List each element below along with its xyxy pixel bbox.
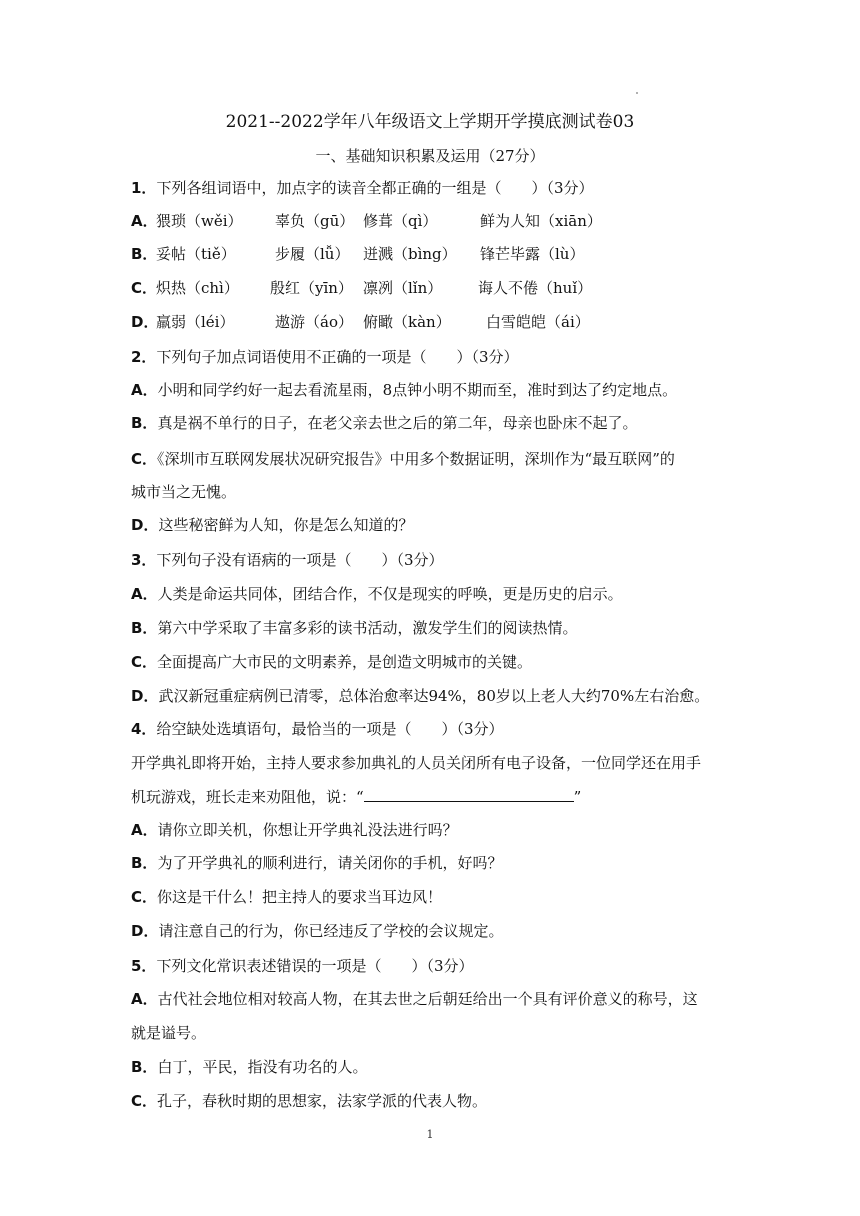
q1-b-item-1: 妥帖（tiě） (156, 245, 236, 263)
q1-d-item-2: 遨游（áo） (275, 313, 353, 331)
q1-c-item-1: 炽热（chì） (156, 279, 239, 297)
q3-option-a: A．人类是命运共同体，团结合作，不仅是现实的呼唤，更是历史的启示。 (131, 585, 623, 603)
question-1-stem: 1．下列各组词语中，加点字的读音全都正确的一组是（ ）（3分） (131, 179, 594, 197)
q4-option-d: D．请注意自己的行为，你已经违反了学校的会议规定。 (131, 922, 504, 940)
q1-d-item-4: 白雪皑皑（ái） (486, 313, 590, 331)
q2-option-c-line-2: 城市当之无愧。 (131, 483, 237, 501)
question-3-stem: 3．下列句子没有语病的一项是（ ）（3分） (131, 551, 444, 569)
q4-context-line-1: 开学典礼即将开始，主持人要求参加典礼的人员关闭所有电子设备，一位同学还在用手 (131, 754, 702, 772)
q1-d-item-1: 羸弱（léi） (156, 313, 235, 331)
document-page: 2021--2022学年八年级语文上学期开学摸底测试卷03 一、基础知识积累及运用（27分） 1．下列各组词语中，加点字的读音全都正确的一组是（ ）（3分） A． 猥琐（wěi） 辜负（gū） 修葺（qì） 鲜为人知（xiān） B． 妥帖（tiě） 步履（lǚ） 迸溅（bìng） 锋芒毕露（lù） C． 炽热（chì） 殷红（yīn） 凛冽（lǐn） 诲人不倦（huǐ） D． 羸弱（léi） 遨游（áo） 俯瞰（kàn） 白雪皑皑（ái） 2．下列句子加点词语使用不正确的一项是（ ）（3分） A．小明和同学约好一起去看流星雨，8点钟小明不期而至，准时到达了约定地点。 B．真是祸不单行的日子，在老父亲去世之后的第二年，母亲也卧床不起了。 C．《深圳市互联网发展状况研究报告》中用多个数据证明，深圳作为“最互联网”的 城市当之无愧。 D．这些秘密鲜为人知，你是怎么知道的？ 3．下列句子没有语病的一项是（ ）（3分） A．人类是命运共同体，团结合作，不仅是现实的呼唤，更是历史的启示。 B．第六中学采取了丰富多彩的读书活动，激发学生们的阅读热情。 C．全面提高广大市民的文明素养，是创造文明城市的关键。 D．武汉新冠重症病例已清零，总体治愈率达94%，80岁以上老人大约70%左右治愈。 4．给空缺处选填语句，最恰当的一项是（ ）（3分） 开学典礼即将开始，主持人要求参加典礼的人员关闭所有电子设备，一位同学还在用手 机玩游戏，班长走来劝阻他，说：“ ” A．请你立即关机，你想让开学典礼没法进行吗？ B．为了开学典礼的顺利进行，请关闭你的手机，好吗？ C．你这是干什么！把主持人的要求当耳边风！ D．请注意自己的行为，你已经违反了学校的会议规定。 5．下列文化常识表述错误的一项是（ ）（3分） A．古代社会地位相对较高人物，在其去世之后朝廷给出一个具有评价意义的称号，这 就是谥号。 B．白丁，平民，指没有功名的人。 C．孔子，春秋时期的思想家，法家学派的代表人物。 1 (0, 0, 860, 1216)
q1-c-item-4: 诲人不倦（huǐ） (478, 279, 593, 297)
q1-a-item-2: 辜负（gū） (275, 212, 355, 230)
question-number: 1． (131, 179, 157, 197)
question-2-stem: 2．下列句子加点词语使用不正确的一项是（ ）（3分） (131, 348, 519, 366)
q1-a-item-4: 鲜为人知（xiān） (480, 212, 602, 230)
q2-option-a: A．小明和同学约好一起去看流星雨，8点钟小明不期而至，准时到达了约定地点。 (131, 381, 678, 399)
q2-option-b: B．真是祸不单行的日子，在老父亲去世之后的第二年，母亲也卧床不起了。 (131, 414, 638, 432)
page-number: 1 (426, 1128, 434, 1141)
q5-option-a-line-2: 就是谥号。 (131, 1024, 207, 1042)
scan-speck (636, 92, 638, 94)
exam-title: 2021--2022学年八年级语文上学期开学摸底测试卷03 (225, 112, 635, 132)
q1-c-item-3: 凛冽（lǐn） (363, 279, 443, 297)
q5-option-b: B．白丁，平民，指没有功名的人。 (131, 1058, 368, 1076)
q1-d-item-3: 俯瞰（kàn） (363, 313, 451, 331)
q2-option-d: D．这些秘密鲜为人知，你是怎么知道的？ (131, 516, 414, 534)
q1-b-item-4: 锋芒毕露（lù） (480, 245, 585, 263)
q5-option-c: C．孔子，春秋时期的思想家，法家学派的代表人物。 (131, 1092, 488, 1110)
q1-c-item-2: 殷红（yīn） (270, 279, 353, 297)
q4-option-c: C．你这是干什么！把主持人的要求当耳边风！ (131, 888, 443, 906)
q1-b-item-2: 步履（lǚ） (275, 245, 350, 263)
q1-b-item-3: 迸溅（bìng） (363, 245, 457, 263)
answer-blank (364, 785, 574, 802)
q3-option-d: D．武汉新冠重症病例已清零，总体治愈率达94%，80岁以上老人大约70%左右治愈。 (131, 687, 710, 705)
section-heading: 一、基础知识积累及运用（27分） (315, 147, 545, 165)
q4-context-line-2: 机玩游戏，班长走来劝阻他，说：“ ” (131, 785, 581, 808)
q1-a-item-1: 猥琐（wěi） (156, 212, 243, 230)
q2-option-c-line-1: C．《深圳市互联网发展状况研究报告》中用多个数据证明，深圳作为“最互联网”的 (131, 450, 675, 468)
question-4-stem: 4．给空缺处选填语句，最恰当的一项是（ ）（3分） (131, 720, 504, 738)
q5-option-a-line-1: A．古代社会地位相对较高人物，在其去世之后朝廷给出一个具有评价意义的称号，这 (131, 990, 698, 1008)
question-5-stem: 5．下列文化常识表述错误的一项是（ ）（3分） (131, 957, 474, 975)
q3-option-b: B．第六中学采取了丰富多彩的读书活动，激发学生们的阅读热情。 (131, 619, 578, 637)
q3-option-c: C．全面提高广大市民的文明素养，是创造文明城市的关键。 (131, 653, 533, 671)
q4-option-a: A．请你立即关机，你想让开学典礼没法进行吗？ (131, 821, 458, 839)
q4-option-b: B．为了开学典礼的顺利进行，请关闭你的手机，好吗？ (131, 854, 503, 872)
q1-a-item-3: 修葺（qì） (363, 212, 438, 230)
